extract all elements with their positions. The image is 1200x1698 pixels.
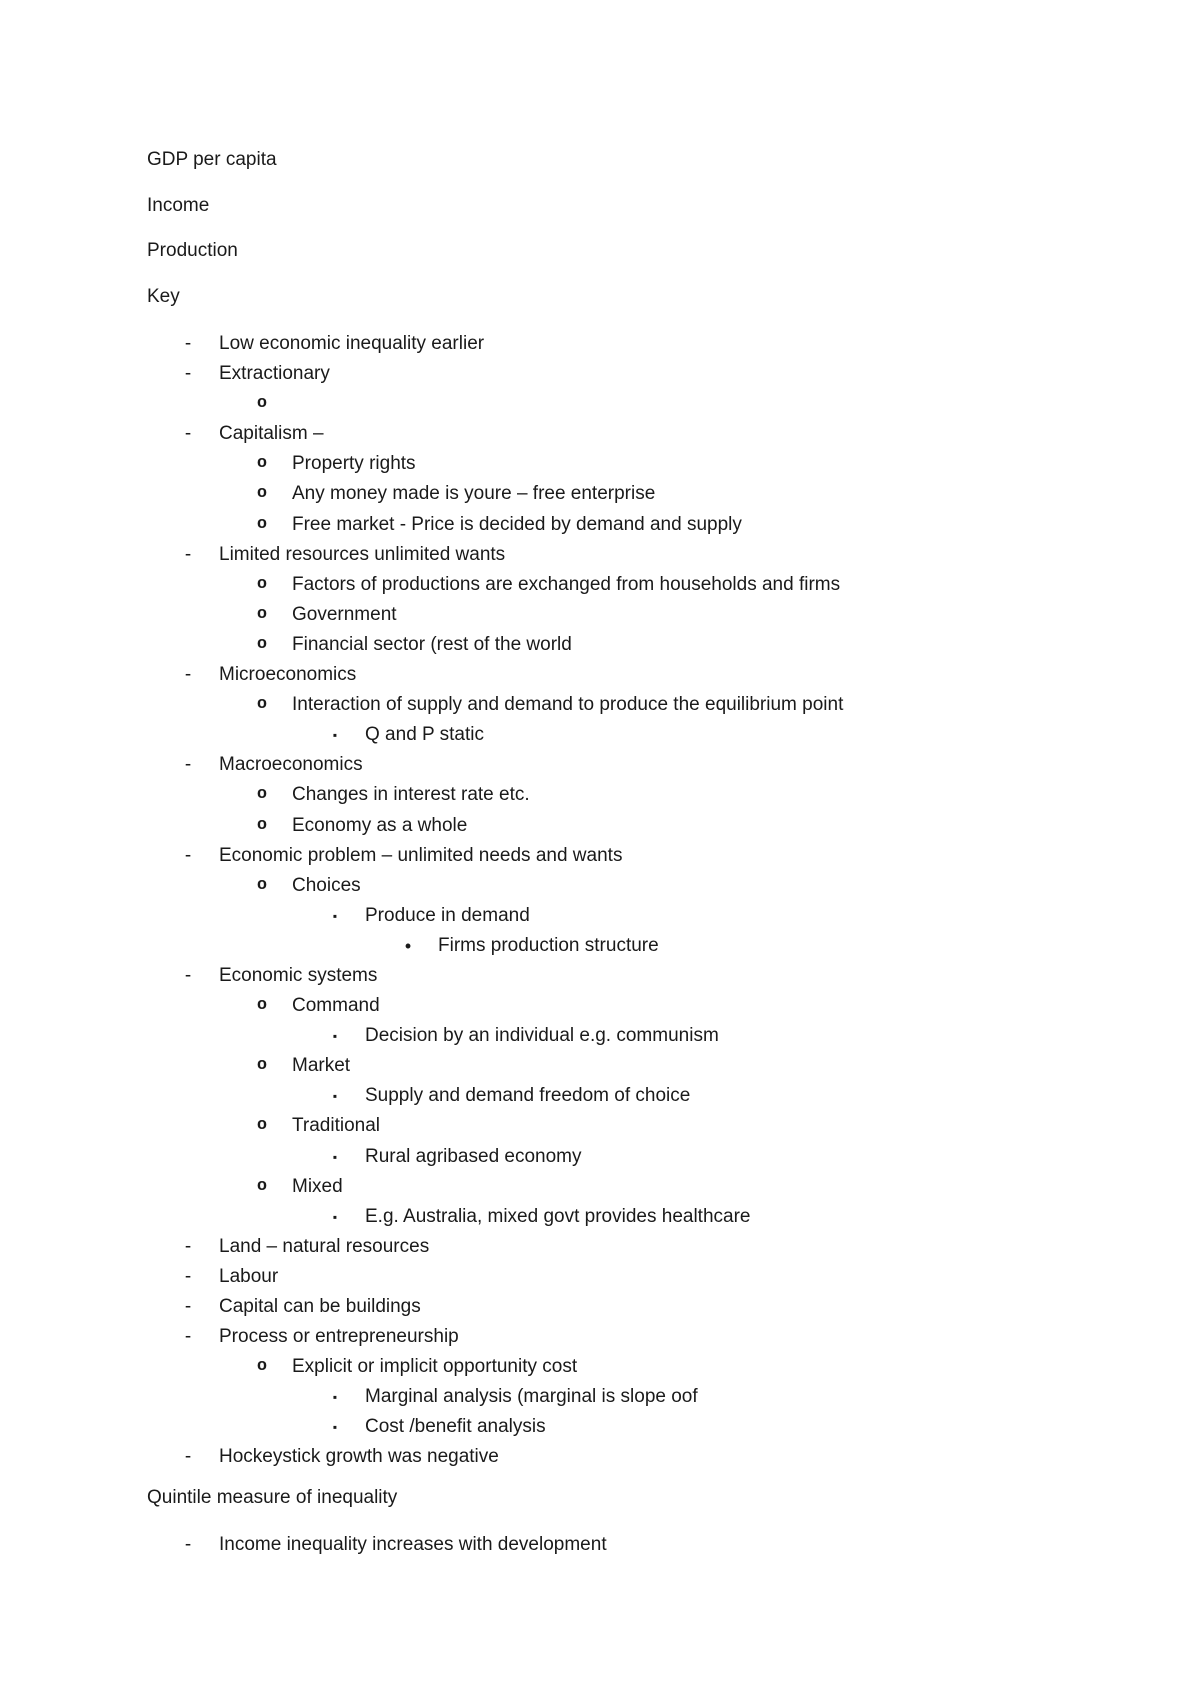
bullet-marker-icon: o [256, 1176, 268, 1196]
list-item-text: Financial sector (rest of the world [292, 633, 572, 655]
list-item [0, 630, 1200, 660]
list-item [0, 329, 1200, 359]
list-item-text: Process or entrepreneurship [219, 1326, 459, 1348]
list-item-text: Low economic inequality earlier [219, 333, 485, 354]
list-item [0, 1442, 1200, 1472]
bullet-marker-icon: o [256, 514, 268, 534]
bullet-marker-icon: - [184, 423, 192, 445]
list-item-text: Capitalism – [219, 423, 324, 445]
bullet-marker-icon: - [184, 543, 192, 565]
list-item [0, 660, 1200, 690]
bullet-marker-icon: - [184, 1296, 192, 1317]
list-item [0, 1142, 1200, 1172]
list-item-text: Firms production structure [438, 934, 659, 956]
heading-income: Income [147, 195, 210, 216]
bullet-marker-icon: - [184, 333, 192, 354]
list-item-text: Free market - Price is decided by demand and supply [292, 513, 742, 535]
bullet-marker-icon: ▪ [332, 1089, 338, 1104]
list-item-text: Government [292, 603, 397, 625]
list-item-text: Interaction of supply and demand to produce the equilibrium point [292, 694, 844, 716]
list-item-text: Market [292, 1055, 351, 1077]
list-item [0, 1081, 1200, 1111]
list-item-text: Changes in interest rate etc. [292, 784, 530, 806]
list-item-text: Economic systems [219, 964, 378, 986]
list-item-text: Factors of productions are exchanged from households and firms [292, 573, 841, 595]
bullet-marker-icon: ▪ [332, 1029, 338, 1044]
list-item-text: Extractionary [219, 363, 330, 385]
quintile-notes-list [0, 1530, 1200, 1560]
bullet-marker-icon: o [256, 574, 268, 594]
bullet-marker-icon: - [184, 844, 192, 866]
bullet-marker-icon: o [256, 996, 268, 1016]
bullet-marker-icon: - [184, 1446, 192, 1468]
bullet-marker-icon: ▪ [332, 1420, 338, 1435]
list-item-text: Marginal analysis (marginal is slope oof [365, 1386, 698, 1408]
list-item-text: Cost /benefit analysis [365, 1416, 546, 1438]
bullet-marker-icon: o [256, 394, 268, 414]
list-item [0, 1530, 1200, 1560]
bullet-marker-icon: - [184, 964, 192, 986]
bullet-marker-icon: o [256, 695, 268, 715]
list-item-text: Labour [219, 1265, 279, 1287]
list-item-text: Any money made is youre – free enterprise [292, 483, 656, 505]
bullet-marker-icon: ▪ [332, 1390, 338, 1405]
list-item [0, 871, 1200, 901]
list-item-text: Traditional [292, 1115, 381, 1137]
list-item [0, 570, 1200, 600]
list-item-text: Economic problem – unlimited needs and wants [219, 844, 623, 866]
bullet-marker-icon: o [256, 604, 268, 624]
bullet-marker-icon: ▪ [332, 908, 338, 923]
list-item [0, 359, 1200, 389]
bullet-marker-icon: ▪ [332, 1149, 338, 1164]
bullet-marker-icon: - [184, 1326, 192, 1348]
list-item [0, 961, 1200, 991]
bullet-marker-icon: o [256, 875, 268, 895]
bullet-marker-icon: o [256, 1056, 268, 1076]
list-item-text: Land – natural resources [219, 1235, 430, 1257]
list-item-text: E.g. Australia, mixed govt provides healthcare [365, 1205, 751, 1227]
list-item-text: Explicit or implicit opportunity cost [292, 1356, 578, 1378]
list-item [0, 1111, 1200, 1141]
key-notes-list [0, 329, 1200, 1473]
list-item-text: Choices [292, 874, 361, 896]
list-item-text: Economy as a whole [292, 814, 468, 836]
list-item [0, 479, 1200, 509]
bullet-marker-icon: - [184, 1265, 192, 1287]
list-item [0, 780, 1200, 810]
list-item [0, 510, 1200, 540]
bullet-marker-icon: o [256, 634, 268, 654]
bullet-marker-icon: o [256, 484, 268, 504]
list-item-text: Command [292, 995, 380, 1017]
bullet-marker-icon: o [256, 454, 268, 474]
list-item [0, 1172, 1200, 1202]
bullet-marker-icon: - [184, 1534, 192, 1555]
list-item [0, 389, 1200, 419]
list-item [0, 841, 1200, 871]
list-item [0, 931, 1200, 961]
list-item [0, 1051, 1200, 1081]
heading-key: Key [147, 286, 180, 307]
list-item-text: Hockeystick growth was negative [219, 1446, 499, 1468]
bullet-marker-icon: ▪ [332, 728, 338, 743]
bullet-marker-icon: ▪ [332, 1209, 338, 1224]
list-item [0, 1202, 1200, 1232]
list-item-text: Decision by an individual e.g. communism [365, 1025, 719, 1047]
list-item [0, 690, 1200, 720]
list-item-text: Q and P static [365, 724, 484, 746]
bullet-marker-icon: o [256, 1116, 268, 1136]
list-item [0, 1412, 1200, 1442]
heading-gdp-per-capita: GDP per capita [147, 149, 277, 170]
bullet-marker-icon: o [256, 1357, 268, 1377]
list-item-text: Mixed [292, 1175, 343, 1197]
bullet-marker-icon: o [256, 785, 268, 805]
bullet-marker-icon: - [184, 1235, 192, 1257]
bullet-marker-icon: o [256, 815, 268, 835]
bullet-marker-icon: - [184, 363, 192, 385]
list-item [0, 1021, 1200, 1051]
list-item [0, 600, 1200, 630]
list-item-text: Rural agribased economy [365, 1145, 582, 1167]
list-item [0, 991, 1200, 1021]
list-item [0, 449, 1200, 479]
bullet-marker-icon: • [404, 935, 412, 956]
list-item-text: Limited resources unlimited wants [219, 543, 506, 565]
list-item [0, 750, 1200, 780]
list-item [0, 1232, 1200, 1262]
list-item [0, 1262, 1200, 1292]
list-item-text: Macroeconomics [219, 754, 363, 776]
heading-production: Production [147, 240, 238, 261]
list-item [0, 1322, 1200, 1352]
list-item [0, 720, 1200, 750]
list-item-text: Capital can be buildings [219, 1296, 421, 1317]
bullet-marker-icon: - [184, 664, 192, 686]
list-item [0, 540, 1200, 570]
list-item [0, 1292, 1200, 1322]
list-item-text: Microeconomics [219, 664, 357, 686]
list-item [0, 901, 1200, 931]
list-item-text: Supply and demand freedom of choice [365, 1085, 691, 1107]
list-item [0, 419, 1200, 449]
list-item [0, 1382, 1200, 1412]
list-item [0, 1352, 1200, 1382]
bullet-marker-icon: - [184, 754, 192, 776]
list-item-text: Produce in demand [365, 904, 530, 926]
list-item-text: Income inequality increases with development [219, 1534, 607, 1555]
list-item-text: Property rights [292, 453, 416, 475]
heading-quintile: Quintile measure of inequality [147, 1487, 398, 1508]
list-item [0, 811, 1200, 841]
